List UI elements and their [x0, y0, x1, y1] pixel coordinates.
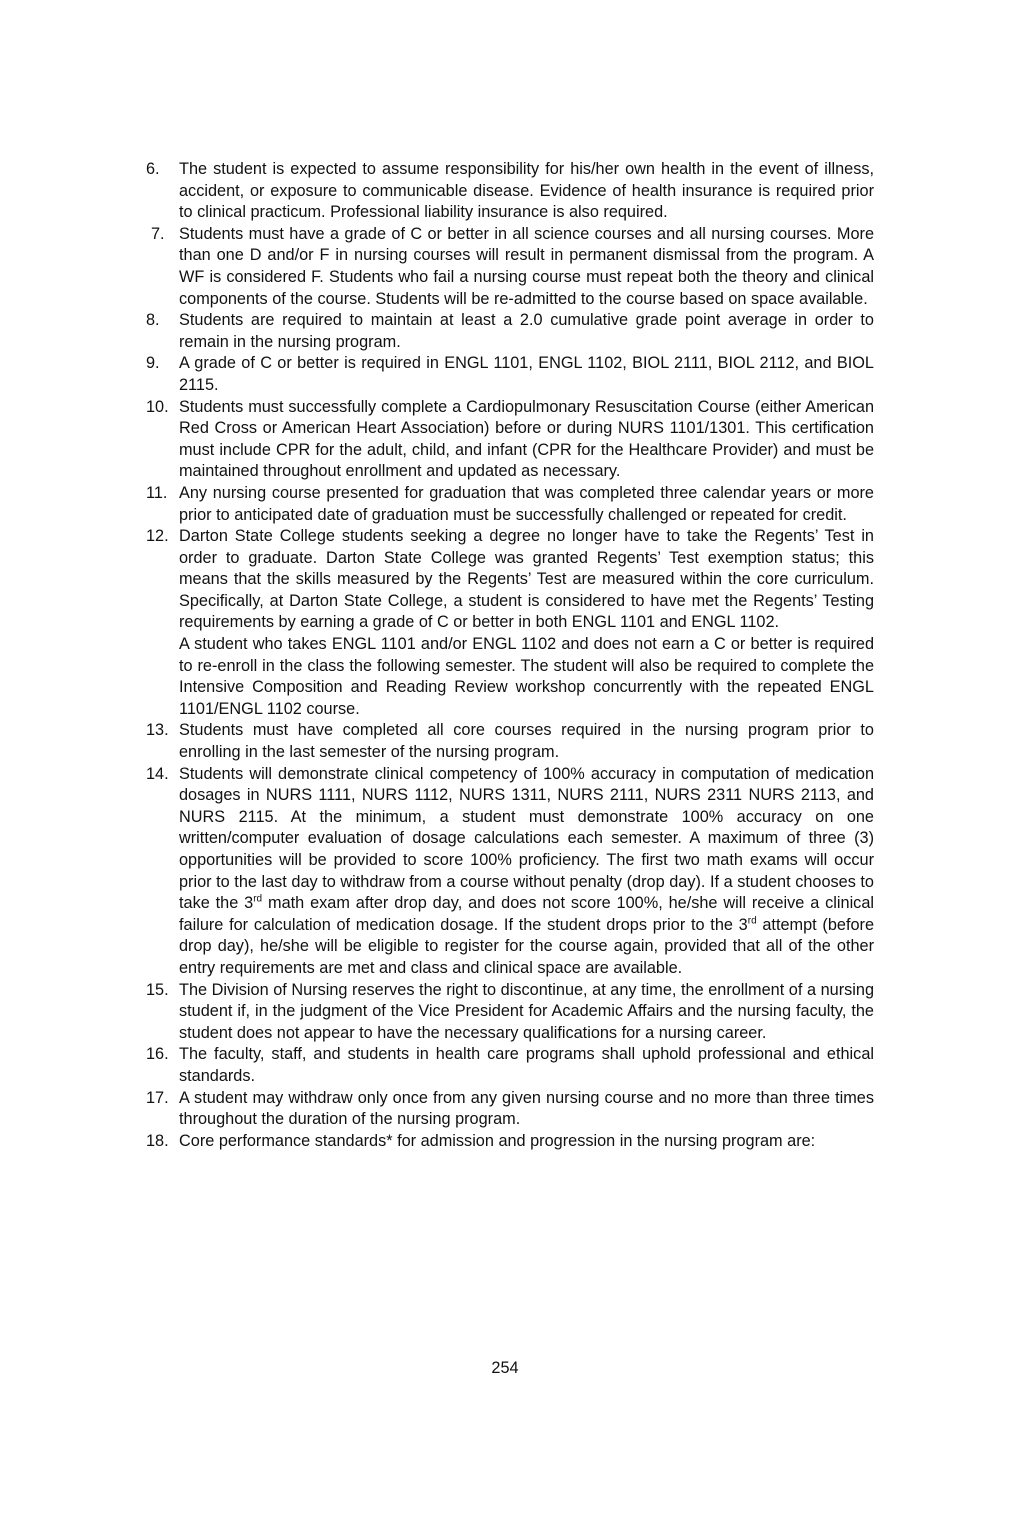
- item-number: 8.: [146, 311, 160, 330]
- item-text: The student is expected to assume responsibility for his/her own health in the event of illness, accident, or exposure to communicable disease. Evidence of health insurance is required prior to clinical practicum. Professional liability insurance is also required.: [179, 160, 874, 222]
- list-item: [146, 526, 874, 720]
- item-text: Students must successfully complete a Cardiopulmonary Resuscitation Course (either American Red Cross or American Heart Association) before or during NURS 1101/1301. This certification must include CPR for the adult, child, and infant (CPR for the Healthcare Provider) and must be maintained throughout enrollment and updated as necessary.: [179, 397, 874, 481]
- item-number: 18.: [146, 1131, 169, 1150]
- list-item: [146, 1131, 874, 1153]
- item-text-part: attempt (before drop day), he/she will be eligible to register for the course again, provided that all of the other entry requirements are met and class and clinical space are available.: [179, 915, 874, 977]
- item-text: Students must have a grade of C or better in all science courses and all nursing courses. More than one D and/or F in nursing courses will result in permanent dismissal from the program. A WF is considered F. Students who fail a nursing course must repeat both the theory and clinical components of the course. Students will be re-admitted to the course based on space available.: [179, 224, 874, 308]
- list-item: [146, 1088, 874, 1131]
- item-text: Students must have completed all core courses required in the nursing program prior to enrolling in the last semester of the nursing program.: [179, 721, 874, 762]
- item-number: 11.: [146, 483, 168, 502]
- list-item: [146, 1044, 874, 1087]
- item-number: 14.: [146, 764, 169, 783]
- item-text: The faculty, staff, and students in health care programs shall uphold professional and ethical standards.: [179, 1045, 874, 1085]
- item-text: Any nursing course presented for graduation that was completed three calendar years or more prior to anticipated date of graduation must be successfully challenged or repeated for credit.: [179, 483, 874, 524]
- item-text: Students are required to maintain at least a 2.0 cumulative grade point average in order to remain in the nursing program.: [179, 311, 874, 351]
- item-number: 10.: [146, 397, 169, 416]
- item-text-part: math exam after drop day, and does not score 100%, he/she will receive a clinical failure for calculation of medication dosage. If the student drops prior to the 3: [179, 894, 874, 934]
- list-item: [146, 764, 874, 980]
- item-text: The Division of Nursing reserves the right to discontinue, at any time, the enrollment of a nursing student if, in the judgment of the Vice President for Academic Affairs and the nursing faculty, the student does not appear to have the necessary qualifications for a nursing career.: [179, 980, 874, 1042]
- item-text-part: Students will demonstrate clinical competency of 100% accuracy in computation of medication dosages in NURS 1111, NURS 1112, NURS 1311, NURS 2111, NURS 2311 NURS 2113, and NURS 2115. At the minimum, a student must demonstrate 100% accuracy on one written/computer evaluation of dosage calculations each semester. A maximum of three (3) opportunities will be provided to score 100% proficiency. The first two math exams will occur prior to the last day to withdraw from a course without penalty (drop day). If a student chooses to take the 3: [179, 764, 874, 913]
- item-text: Darton State College students seeking a degree no longer have to take the Regents’ Test in order to graduate. Darton State College was granted Regents’ Test exemption status; this means that the skills measured by the Regents’ Test are measured within the core curriculum. Specifically, at Darton State College, a student is considered to have met the Regents’ Testing requirements by earning a grade of C or better in both ENGL 1101 and ENGL 1102.: [179, 527, 874, 632]
- page-number: 254: [491, 1359, 519, 1377]
- item-number: 9.: [146, 354, 160, 373]
- list-item: [146, 397, 874, 483]
- item-text: A grade of C or better is required in ENGL 1101, ENGL 1102, BIOL 2111, BIOL 2112, and BIOL 2115.: [179, 354, 874, 394]
- item-number: 15.: [146, 980, 169, 999]
- item-number: 6.: [146, 160, 160, 178]
- item-text: [179, 764, 874, 980]
- item-text-continued: A student who takes ENGL 1101 and/or ENGL 1102 and does not earn a C or better is required to re-enroll in the class the following semester. The student will also be required to complete the Intensive Composition and Reading Review workshop concurrently with the repeated ENGL 1101/ENGL 1102 course.: [179, 635, 874, 718]
- item-text: Core performance standards* for admission and progression in the nursing program are:: [179, 1131, 816, 1150]
- list-item: [146, 720, 874, 763]
- item-number: 16.: [146, 1045, 169, 1064]
- policy-list: [146, 159, 874, 1152]
- list-item: [146, 483, 874, 526]
- item-text: A student may withdraw only once from any given nursing course and no more than three times throughout the duration of the nursing program.: [179, 1088, 874, 1129]
- superscript: rd: [747, 915, 757, 927]
- list-item: [146, 224, 874, 310]
- item-number: 12.: [146, 527, 169, 546]
- superscript: rd: [253, 893, 263, 905]
- list-item: [146, 310, 874, 353]
- list-item: [146, 353, 874, 396]
- item-number: 7.: [151, 224, 165, 243]
- list-item: [146, 159, 874, 224]
- item-number: 17.: [146, 1088, 169, 1107]
- list-item: [146, 980, 874, 1045]
- item-number: 13.: [146, 721, 169, 740]
